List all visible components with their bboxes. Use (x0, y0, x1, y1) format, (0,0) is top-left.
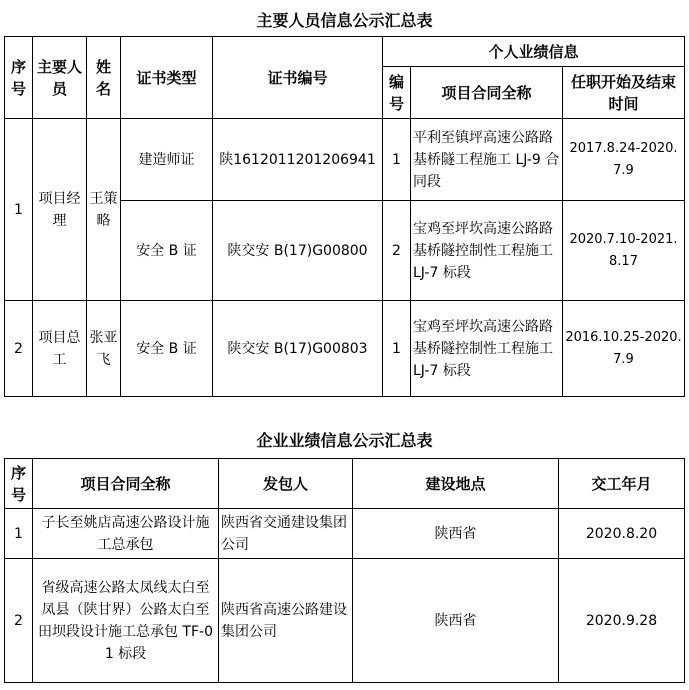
row-client: 陕西省交通建设集团公司 (219, 509, 353, 559)
header-cert-no: 证书编号 (213, 37, 383, 119)
perf-no: 1 (383, 119, 411, 201)
cert-no: 陕交安 B(17)G00800 (213, 201, 383, 301)
row-project: 省级高速公路太凤线太白至凤县（陕甘界）公路太白至田坝段设计施工总承包 TF-01 标段 (33, 559, 219, 683)
perf-no: 2 (383, 201, 411, 301)
perf-project: 宝鸡至坪坎高速公路路基桥隧控制性工程施工 LJ-7 标段 (411, 301, 563, 397)
row-client: 陕西省高速公路建设集团公司 (219, 559, 353, 683)
header-role: 主要人员 (33, 37, 87, 119)
row-completion: 2020.9.28 (559, 559, 685, 683)
row-role: 项目经理 (33, 119, 87, 301)
row-seq: 1 (5, 509, 33, 559)
header-project: 项目合同全称 (33, 459, 219, 509)
enterprise-table (4, 458, 685, 683)
header-performance: 个人业绩信息 (383, 37, 685, 67)
header-perf-period: 任职开始及结束时间 (563, 67, 685, 119)
row-completion: 2020.8.20 (559, 509, 685, 559)
perf-period: 2016.10.25-2020.7.9 (563, 301, 685, 397)
row-role: 项目总工 (33, 301, 87, 397)
row-location: 陕西省 (353, 559, 559, 683)
table-row (5, 559, 685, 683)
row-project: 子长至姚店高速公路设计施工总承包 (33, 509, 219, 559)
cert-no: 陕1612011201206941 (213, 119, 383, 201)
personnel-table-title: 主要人员信息公示汇总表 (256, 11, 433, 30)
header-name: 姓名 (87, 37, 121, 119)
cert-no: 陕交安 B(17)G00803 (213, 301, 383, 397)
table-row (5, 509, 685, 559)
header-perf-no: 编号 (383, 67, 411, 119)
header-seq: 序号 (5, 37, 33, 119)
perf-project: 宝鸡至坪坎高速公路路基桥隧控制性工程施工 LJ-7 标段 (411, 201, 563, 301)
row-seq: 1 (5, 119, 33, 301)
row-seq: 2 (5, 301, 33, 397)
header-client: 发包人 (219, 459, 353, 509)
row-seq: 2 (5, 559, 33, 683)
header-completion: 交工年月 (559, 459, 685, 509)
header-cert-type: 证书类型 (121, 37, 213, 119)
perf-no: 1 (383, 301, 411, 397)
row-location: 陕西省 (353, 509, 559, 559)
row-name: 王策略 (87, 119, 121, 301)
cert-type: 安全 B 证 (121, 301, 213, 397)
enterprise-table-title: 企业业绩信息公示汇总表 (256, 431, 433, 450)
header-location: 建设地点 (353, 459, 559, 509)
table-row (5, 301, 685, 397)
header-seq: 序号 (5, 459, 33, 509)
table-row (5, 119, 685, 201)
header-perf-project: 项目合同全称 (411, 67, 563, 119)
cert-type: 建造师证 (121, 119, 213, 201)
personnel-table (4, 36, 685, 397)
cert-type: 安全 B 证 (121, 201, 213, 301)
perf-project: 平利至镇坪高速公路路基桥隧工程施工 LJ-9 合同段 (411, 119, 563, 201)
perf-period: 2020.7.10-2021.8.17 (563, 201, 685, 301)
perf-period: 2017.8.24-2020.7.9 (563, 119, 685, 201)
row-name: 张亚飞 (87, 301, 121, 397)
